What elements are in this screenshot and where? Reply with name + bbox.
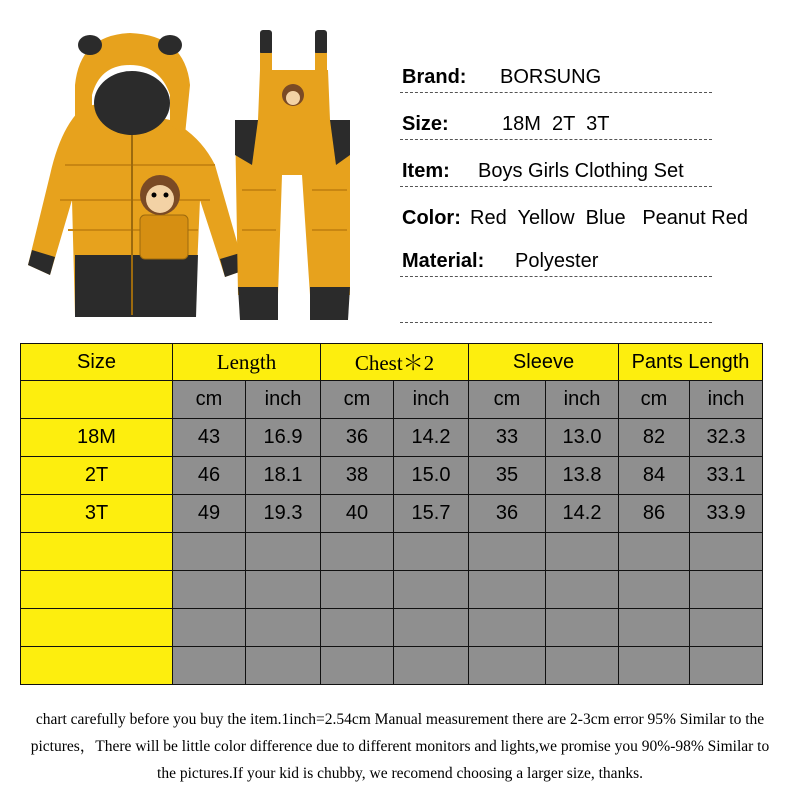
product-image bbox=[20, 25, 365, 325]
empty-cell bbox=[394, 647, 469, 685]
empty-cell bbox=[173, 571, 246, 609]
empty-cell bbox=[546, 571, 619, 609]
pants-image bbox=[235, 30, 350, 320]
table-cell: 13.8 bbox=[546, 457, 619, 495]
empty-cell bbox=[690, 647, 763, 685]
empty-cell bbox=[690, 571, 763, 609]
note-line: chart carefully before you buy the item.1inch=2.54cm Manual measurement there are 2-3cm error 95% Similar to the bbox=[35, 711, 765, 728]
empty-cell bbox=[246, 571, 321, 609]
empty-cell bbox=[321, 609, 394, 647]
unit-cell: cm bbox=[469, 381, 546, 419]
item-label: Item: bbox=[402, 160, 450, 182]
header-length: Length bbox=[173, 344, 321, 381]
header-size: Size bbox=[21, 344, 173, 381]
note-line: pictures，There will be little color difference due to different monitors and lights,we promise you 90%-98% Similar to bbox=[30, 738, 770, 755]
table-cell: 19.3 bbox=[246, 495, 321, 533]
empty-cell bbox=[394, 533, 469, 571]
empty-cell bbox=[546, 609, 619, 647]
header-chest: Chest＊2 bbox=[321, 344, 469, 381]
table-cell: 84 bbox=[619, 457, 690, 495]
table-cell: 46 bbox=[173, 457, 246, 495]
unit-cell: cm bbox=[173, 381, 246, 419]
spec-material bbox=[400, 246, 712, 277]
empty-cell bbox=[394, 609, 469, 647]
table-cell: 16.9 bbox=[246, 419, 321, 457]
unit-row bbox=[21, 381, 763, 419]
empty-cell bbox=[469, 647, 546, 685]
spec-brand bbox=[400, 62, 712, 93]
row-size: 2T bbox=[21, 457, 173, 495]
empty-cell bbox=[246, 647, 321, 685]
empty-cell bbox=[619, 609, 690, 647]
empty-cell bbox=[321, 533, 394, 571]
brand-value: BORSUNG bbox=[500, 66, 602, 88]
table-cell: 32.3 bbox=[690, 419, 763, 457]
unit-cell: inch bbox=[690, 381, 763, 419]
material-value: Polyester bbox=[515, 250, 599, 272]
row-size: 3T bbox=[21, 495, 173, 533]
empty-cell bbox=[619, 533, 690, 571]
item-value: Boys Girls Clothing Set bbox=[478, 160, 684, 182]
table-cell: 49 bbox=[173, 495, 246, 533]
empty-cell bbox=[321, 647, 394, 685]
jacket-image bbox=[28, 33, 245, 317]
empty-row bbox=[21, 533, 763, 571]
empty-cell bbox=[246, 609, 321, 647]
empty-cell bbox=[21, 647, 173, 685]
table-cell: 15.0 bbox=[394, 457, 469, 495]
unit-cell: inch bbox=[394, 381, 469, 419]
color-value: Red Yellow Blue Peanut Red bbox=[470, 207, 748, 229]
empty-cell bbox=[690, 609, 763, 647]
header-sleeve: Sleeve bbox=[469, 344, 619, 381]
spec-color bbox=[400, 203, 780, 233]
table-cell: 86 bbox=[619, 495, 690, 533]
empty-cell bbox=[546, 647, 619, 685]
header-pants-length: Pants Length bbox=[619, 344, 763, 381]
unit-cell: inch bbox=[246, 381, 321, 419]
table-cell: 14.2 bbox=[394, 419, 469, 457]
empty-cell bbox=[21, 571, 173, 609]
color-label: Color: bbox=[402, 207, 461, 229]
table-cell: 33.1 bbox=[690, 457, 763, 495]
table-cell: 15.7 bbox=[394, 495, 469, 533]
unit-cell: cm bbox=[619, 381, 690, 419]
empty-cell bbox=[321, 571, 394, 609]
spec-size bbox=[400, 109, 712, 140]
table-cell: 33.9 bbox=[690, 495, 763, 533]
table-cell: 33 bbox=[469, 419, 546, 457]
size-chart-table bbox=[20, 343, 763, 685]
table-cell: 40 bbox=[321, 495, 394, 533]
empty-cell bbox=[21, 609, 173, 647]
table-cell: 38 bbox=[321, 457, 394, 495]
table-cell: 14.2 bbox=[546, 495, 619, 533]
brand-label: Brand: bbox=[402, 66, 467, 88]
spec-item bbox=[400, 156, 712, 187]
header-row bbox=[21, 344, 763, 381]
table-cell: 82 bbox=[619, 419, 690, 457]
empty-cell bbox=[619, 647, 690, 685]
table-cell: 36 bbox=[321, 419, 394, 457]
empty-row bbox=[21, 571, 763, 609]
empty-cell bbox=[469, 609, 546, 647]
unit-cell: inch bbox=[546, 381, 619, 419]
empty-cell bbox=[690, 533, 763, 571]
table-cell: 18.1 bbox=[246, 457, 321, 495]
table-row bbox=[21, 457, 763, 495]
empty-cell bbox=[619, 571, 690, 609]
empty-cell bbox=[173, 647, 246, 685]
note-line: the pictures.If your kid is chubby, we recomend choosing a larger size, thanks. bbox=[157, 765, 643, 782]
empty-cell bbox=[173, 533, 246, 571]
empty-cell bbox=[21, 533, 173, 571]
empty-cell bbox=[173, 609, 246, 647]
empty-cell bbox=[546, 533, 619, 571]
unit-cell: cm bbox=[321, 381, 394, 419]
table-cell: 43 bbox=[173, 419, 246, 457]
table-cell: 13.0 bbox=[546, 419, 619, 457]
empty-row bbox=[21, 609, 763, 647]
divider bbox=[400, 322, 712, 323]
empty-cell bbox=[246, 533, 321, 571]
measurement-note bbox=[0, 706, 800, 787]
empty-cell bbox=[469, 571, 546, 609]
empty-cell bbox=[394, 571, 469, 609]
size-label: Size: bbox=[402, 113, 449, 135]
table-cell: 35 bbox=[469, 457, 546, 495]
material-label: Material: bbox=[402, 250, 485, 272]
table-row bbox=[21, 419, 763, 457]
empty-cell bbox=[469, 533, 546, 571]
table-cell: 36 bbox=[469, 495, 546, 533]
empty-row bbox=[21, 647, 763, 685]
row-size: 18M bbox=[21, 419, 173, 457]
size-value: 18M 2T 3T bbox=[502, 113, 610, 135]
unit-blank bbox=[21, 381, 173, 419]
table-row bbox=[21, 495, 763, 533]
